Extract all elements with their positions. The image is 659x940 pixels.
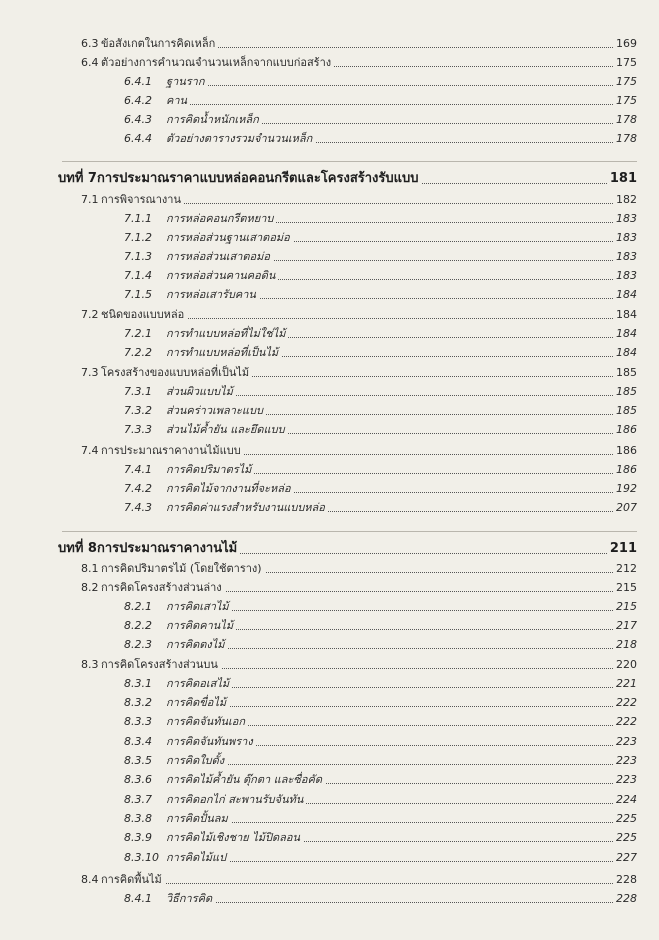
entry-number: 8.3.9 bbox=[124, 831, 152, 844]
entry-title: ส่วนไม้ค้ำยัน และยึดแบบ bbox=[166, 420, 288, 439]
entry-number: 7.4.1 bbox=[124, 463, 152, 476]
subsection-entry bbox=[0, 479, 659, 498]
entry-title: ตัวอย่างการคำนวณจำนวนเหล็กจากแบบก่อสร้าง bbox=[101, 53, 334, 72]
entry-page-number: 183 bbox=[613, 247, 637, 266]
entry-number: 7.1.2 bbox=[124, 231, 152, 244]
entry-number: 7.4.3 bbox=[124, 501, 152, 514]
entry-number: 7.1.1 bbox=[124, 212, 152, 225]
dot-leader bbox=[166, 104, 635, 105]
entry-page-number: 175 bbox=[613, 53, 637, 72]
subsection-entry bbox=[0, 616, 659, 635]
entry-number: 8.4.1 bbox=[124, 892, 152, 905]
entry-page-number: 186 bbox=[613, 441, 637, 460]
entry-number: 8.3.6 bbox=[124, 773, 152, 786]
section-entry bbox=[0, 655, 659, 674]
dot-leader bbox=[166, 764, 635, 765]
entry-title: การคิดไม้จากงานที่จะหล่อ bbox=[166, 479, 294, 498]
subsection-entry bbox=[0, 343, 659, 362]
entry-title: การคิดน้ำหนักเหล็ก bbox=[166, 110, 262, 129]
subsection-entry bbox=[0, 693, 659, 712]
entry-title: คาน bbox=[166, 91, 190, 110]
entry-page-number: 217 bbox=[613, 616, 637, 635]
entry-title: โครงสร้างของแบบหล่อที่เป็นไม้ bbox=[101, 363, 252, 382]
entry-number: 8.2.1 bbox=[124, 600, 152, 613]
entry-page-number: 192 bbox=[613, 479, 637, 498]
entry-number: 8.1 bbox=[81, 562, 99, 575]
entry-title: ชนิดของแบบหล่อ bbox=[101, 305, 187, 324]
entry-page-number: 228 bbox=[613, 889, 637, 908]
subsection-entry bbox=[0, 285, 659, 304]
entry-page-number: 207 bbox=[613, 498, 637, 517]
section-entry bbox=[0, 559, 659, 578]
entry-title: การทำแบบหล่อที่ไม่ใช่ไม้ bbox=[166, 324, 288, 343]
section-entry bbox=[0, 53, 659, 72]
dot-leader bbox=[166, 706, 635, 707]
entry-title: ฐานราก bbox=[166, 72, 208, 91]
section-entry bbox=[0, 305, 659, 324]
entry-title: การคิดอกไก่ สะพานรับจันทัน bbox=[166, 790, 306, 809]
entry-page-number: 221 bbox=[613, 674, 637, 693]
entry-number: 7.2 bbox=[81, 308, 99, 321]
subsection-entry bbox=[0, 110, 659, 129]
entry-page-number: 228 bbox=[613, 870, 637, 889]
subsection-entry bbox=[0, 770, 659, 789]
subsection-entry bbox=[0, 129, 659, 148]
dot-leader bbox=[101, 883, 635, 884]
entry-number: 8.4 bbox=[81, 873, 99, 886]
entry-title: การหล่อเสารับคาน bbox=[166, 285, 259, 304]
entry-number: 7.1.4 bbox=[124, 269, 152, 282]
entry-number: 8.2.3 bbox=[124, 638, 152, 651]
section-entry bbox=[0, 34, 659, 53]
subsection-entry bbox=[0, 751, 659, 770]
entry-title: การคิดไม้ค้ำยัน ตุ๊กตา และซื่อคัด bbox=[166, 770, 325, 789]
subsection-entry bbox=[0, 597, 659, 616]
entry-number: 8.3.5 bbox=[124, 754, 152, 767]
entry-title: การคิดจันทันเอก bbox=[166, 712, 248, 731]
entry-number: 7.4.2 bbox=[124, 482, 152, 495]
entry-number: 8.3.2 bbox=[124, 696, 152, 709]
subsection-entry bbox=[0, 247, 659, 266]
entry-page-number: 225 bbox=[613, 828, 637, 847]
entry-page-number: 185 bbox=[613, 363, 637, 382]
entry-title: การคิดใบดั้ง bbox=[166, 751, 227, 770]
dot-leader bbox=[166, 85, 635, 86]
entry-title: ส่วนคร่าวเพลาะแบบ bbox=[166, 401, 266, 420]
chapter-entry bbox=[0, 539, 659, 558]
entry-title: การหล่อส่วนเสาตอม่อ bbox=[166, 247, 273, 266]
entry-number: 7.1.5 bbox=[124, 288, 152, 301]
subsection-entry bbox=[0, 324, 659, 343]
subsection-entry bbox=[0, 674, 659, 693]
chapter-divider bbox=[62, 161, 637, 162]
entry-title: การคิดอเสไม้ bbox=[166, 674, 232, 693]
entry-page-number: 223 bbox=[613, 751, 637, 770]
entry-page-number: 184 bbox=[613, 285, 637, 304]
subsection-entry bbox=[0, 209, 659, 228]
entry-title: การทำแบบหล่อที่เป็นไม้ bbox=[166, 343, 281, 362]
entry-number: 6.4.4 bbox=[124, 132, 152, 145]
entry-title: การพิจารณางาน bbox=[101, 190, 184, 209]
entry-title: การประมาณราคาแบบหล่อคอนกรีตและโครงสร้างรับแบบ bbox=[97, 169, 422, 188]
entry-page-number: 182 bbox=[613, 190, 637, 209]
subsection-entry bbox=[0, 809, 659, 828]
entry-page-number: 222 bbox=[613, 693, 637, 712]
entry-title: การคิดไม้แป bbox=[166, 848, 229, 867]
entry-number: 6.4 bbox=[81, 56, 99, 69]
entry-page-number: 178 bbox=[613, 129, 637, 148]
entry-title: การคิดโครงสร้างส่วนบน bbox=[101, 655, 221, 674]
chapter-entry bbox=[0, 169, 659, 188]
entry-number: 8.3.8 bbox=[124, 812, 152, 825]
entry-page-number: 169 bbox=[613, 34, 637, 53]
entry-page-number: 183 bbox=[613, 209, 637, 228]
entry-page-number: 185 bbox=[613, 401, 637, 420]
entry-page-number: 218 bbox=[613, 635, 637, 654]
entry-title: ข้อสังเกตในการคิดเหล็ก bbox=[101, 34, 218, 53]
entry-number: 6.4.2 bbox=[124, 94, 152, 107]
entry-page-number: 183 bbox=[613, 228, 637, 247]
entry-page-number: 215 bbox=[613, 597, 637, 616]
entry-number: 8.2 bbox=[81, 581, 99, 594]
entry-number: 6.4.3 bbox=[124, 113, 152, 126]
entry-page-number: 223 bbox=[613, 732, 637, 751]
entry-page-number: 223 bbox=[613, 770, 637, 789]
entry-page-number: 184 bbox=[613, 305, 637, 324]
entry-page-number: 225 bbox=[613, 809, 637, 828]
subsection-entry bbox=[0, 712, 659, 731]
entry-page-number: 186 bbox=[613, 460, 637, 479]
entry-title: การคิดปริมาตรไม้ (โดยใช้ตาราง) bbox=[101, 559, 265, 578]
entry-number: 7.1.3 bbox=[124, 250, 152, 263]
entry-number: 7.2.1 bbox=[124, 327, 152, 340]
subsection-entry bbox=[0, 420, 659, 439]
entry-title: ส่วนผิวแบบไม้ bbox=[166, 382, 236, 401]
entry-number: 7.3.2 bbox=[124, 404, 152, 417]
subsection-entry bbox=[0, 228, 659, 247]
entry-page-number: 222 bbox=[613, 712, 637, 731]
subsection-entry bbox=[0, 401, 659, 420]
entry-title: การคิดเสาไม้ bbox=[166, 597, 232, 616]
entry-page-number: 227 bbox=[613, 848, 637, 867]
entry-title: การคิดปริมาตรไม้ bbox=[166, 460, 254, 479]
subsection-entry bbox=[0, 790, 659, 809]
entry-page-number: 220 bbox=[613, 655, 637, 674]
entry-page-number: 181 bbox=[607, 169, 637, 188]
entry-title: การคิดค่าแรงสำหรับงานแบบหล่อ bbox=[166, 498, 328, 517]
entry-number: 7.3 bbox=[81, 366, 99, 379]
entry-title: การคิดไม้เชิงชาย ไม้ปิดลอน bbox=[166, 828, 303, 847]
entry-title: การคิดขื่อไม้ bbox=[166, 693, 229, 712]
entry-number: 7.1 bbox=[81, 193, 99, 206]
entry-title: ตัวอย่างตารางรวมจำนวนเหล็ก bbox=[166, 129, 315, 148]
subsection-entry bbox=[0, 72, 659, 91]
subsection-entry bbox=[0, 382, 659, 401]
entry-number: 8.3.1 bbox=[124, 677, 152, 690]
entry-title: การหล่อส่วนฐานเสาตอม่อ bbox=[166, 228, 293, 247]
subsection-entry bbox=[0, 91, 659, 110]
dot-leader bbox=[166, 822, 635, 823]
entry-title: การคิดตงไม้ bbox=[166, 635, 228, 654]
dot-leader bbox=[166, 902, 635, 903]
entry-page-number: 178 bbox=[613, 110, 637, 129]
entry-number: 8.3.10 bbox=[124, 851, 159, 864]
entry-title: การคิดคานไม้ bbox=[166, 616, 236, 635]
subsection-entry bbox=[0, 266, 659, 285]
entry-title: การคิดโครงสร้างส่วนล่าง bbox=[101, 578, 225, 597]
entry-number: 7.4 bbox=[81, 444, 99, 457]
entry-title: การประมาณราคางานไม้ bbox=[97, 539, 240, 558]
section-entry bbox=[0, 363, 659, 382]
entry-title: การคิดปั้นลม bbox=[166, 809, 231, 828]
entry-page-number: 184 bbox=[613, 343, 637, 362]
entry-page-number: 175 bbox=[613, 91, 637, 110]
entry-page-number: 185 bbox=[613, 382, 637, 401]
section-entry bbox=[0, 190, 659, 209]
dot-leader bbox=[166, 629, 635, 630]
entry-number: 6.4.1 bbox=[124, 75, 152, 88]
section-entry bbox=[0, 870, 659, 889]
subsection-entry bbox=[0, 635, 659, 654]
chapter-divider bbox=[62, 531, 637, 532]
entry-number: 7.3.1 bbox=[124, 385, 152, 398]
entry-number: 8.3.3 bbox=[124, 715, 152, 728]
entry-number: 8.2.2 bbox=[124, 619, 152, 632]
entry-title: การหล่อคอนกรีตหยาบ bbox=[166, 209, 276, 228]
dot-leader bbox=[166, 648, 635, 649]
entry-title: การคิดจันทันพราง bbox=[166, 732, 256, 751]
section-entry bbox=[0, 441, 659, 460]
entry-page-number: 184 bbox=[613, 324, 637, 343]
subsection-entry bbox=[0, 889, 659, 908]
entry-page-number: 224 bbox=[613, 790, 637, 809]
subsection-entry bbox=[0, 460, 659, 479]
dot-leader bbox=[166, 861, 635, 862]
entry-page-number: 186 bbox=[613, 420, 637, 439]
subsection-entry bbox=[0, 828, 659, 847]
subsection-entry bbox=[0, 848, 659, 867]
entry-number: 6.3 bbox=[81, 37, 99, 50]
entry-title: การคิดพื้นไม้ bbox=[101, 870, 165, 889]
subsection-entry bbox=[0, 498, 659, 517]
entry-title: การประมาณราคางานไม้แบบ bbox=[101, 441, 244, 460]
entry-number: 8.3.7 bbox=[124, 793, 152, 806]
dot-leader bbox=[166, 395, 635, 396]
dot-leader bbox=[166, 687, 635, 688]
entry-number: 7.2.2 bbox=[124, 346, 152, 359]
entry-number: บทที่ 7 bbox=[58, 171, 97, 186]
entry-title: วิธีการคิด bbox=[166, 889, 215, 908]
subsection-entry bbox=[0, 732, 659, 751]
entry-page-number: 175 bbox=[613, 72, 637, 91]
entry-number: บทที่ 8 bbox=[58, 541, 97, 556]
entry-number: 8.3.4 bbox=[124, 735, 152, 748]
entry-page-number: 212 bbox=[613, 559, 637, 578]
entry-page-number: 183 bbox=[613, 266, 637, 285]
dot-leader bbox=[166, 610, 635, 611]
entry-number: 8.3 bbox=[81, 658, 99, 671]
entry-page-number: 211 bbox=[607, 539, 637, 558]
entry-title: การหล่อส่วนคานคอดิน bbox=[166, 266, 278, 285]
entry-number: 7.3.3 bbox=[124, 423, 152, 436]
entry-page-number: 215 bbox=[613, 578, 637, 597]
section-entry bbox=[0, 578, 659, 597]
